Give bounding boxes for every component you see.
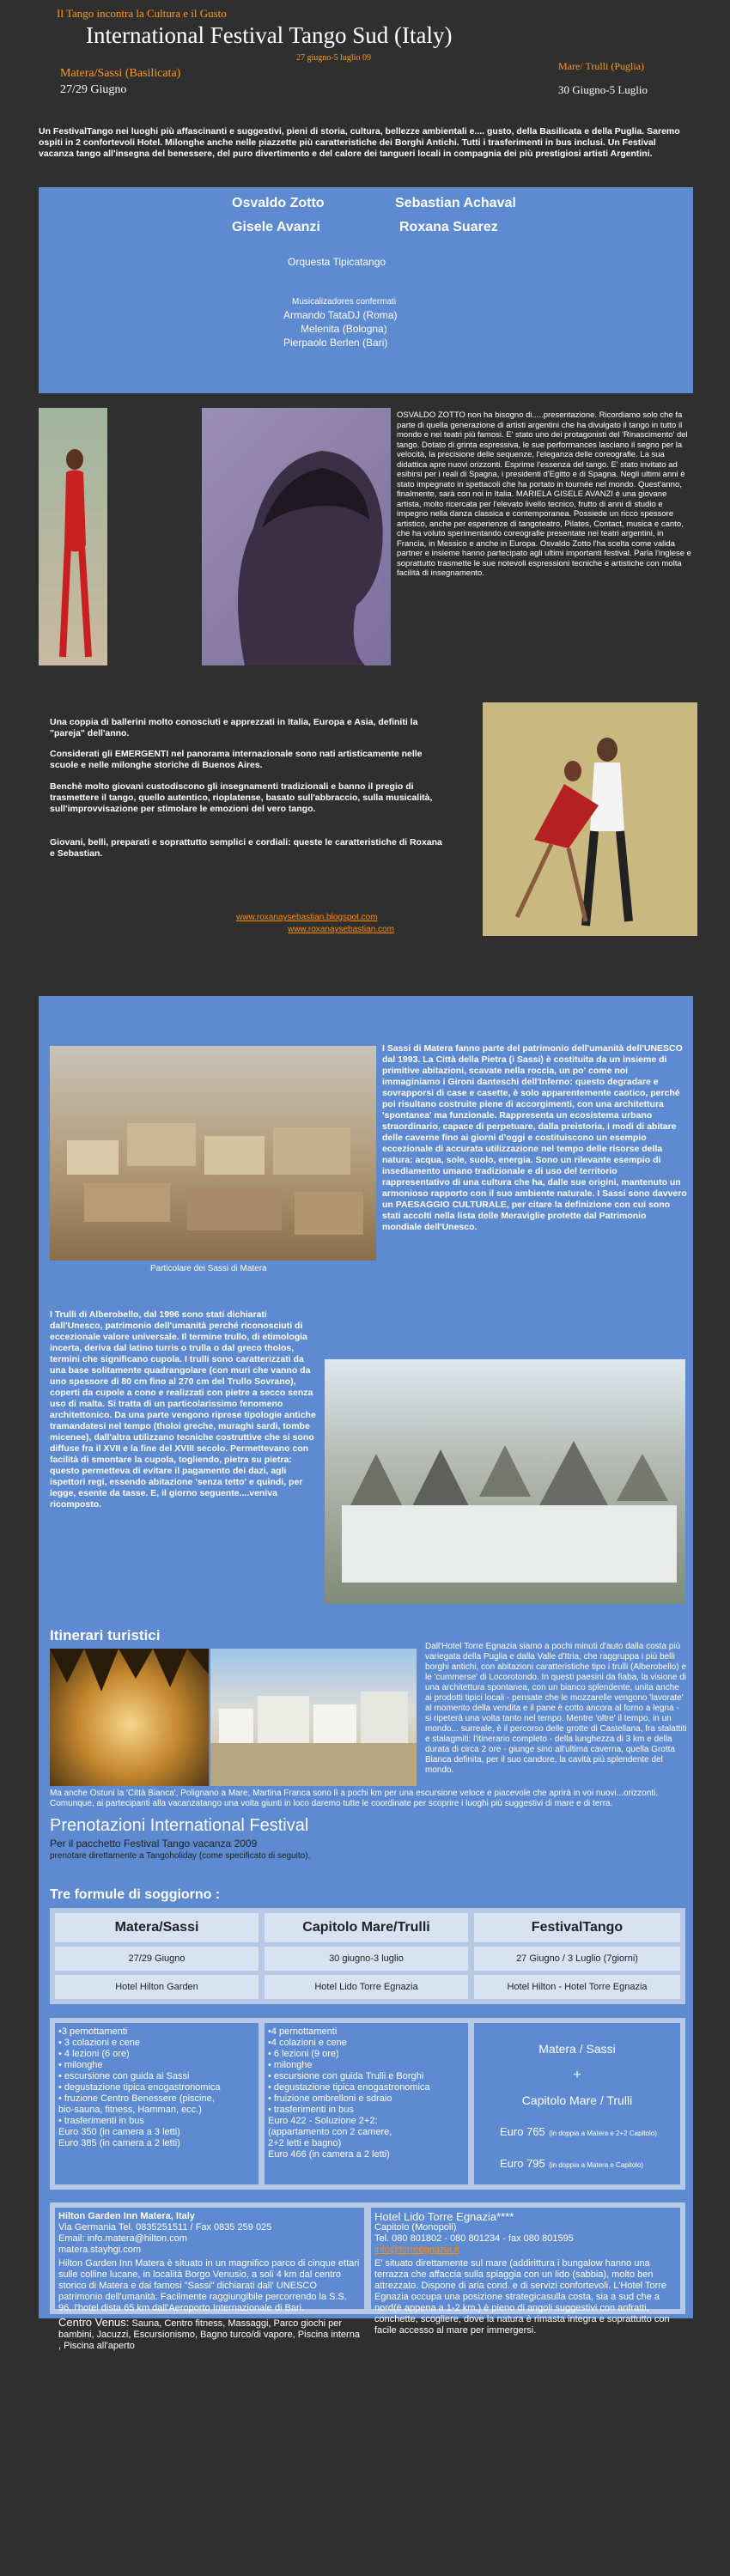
package-2-item-4: • escursione con guida Trulli e Borghi [268, 2071, 424, 2081]
package-3-price-1-note: (in doppia a Matera e 2+2 Capitolo) [549, 2129, 657, 2137]
package-3-title-2: Capitolo Mare / Trulli [521, 2093, 633, 2107]
couple-photo [483, 702, 697, 936]
itinerari-photo-grotte [50, 1649, 209, 1786]
formula-2-dates: 30 giugno-3 luglio [265, 1947, 468, 1971]
left-place: Matera/Sassi (Basilicata) [60, 67, 181, 80]
formula-1-name: Matera/Sassi [55, 1913, 259, 1942]
formula-1-hotel: Hotel Hilton Garden [55, 1975, 259, 1999]
couple-p1: Una coppia di ballerini molto conosciuti e apprezzati in Italia, Europa e Asia, definiti la "pareja" dell'anno. [50, 717, 418, 738]
zotto-text: OSVALDO ZOTTO non ha bisogno di.....presentazione. Ricordiamo solo che fa parte di quella generazione di artisti argentini che ha divulgato il tango in tutto il mondo e nei teatri più famosi. E' stato uno dei protagonisti del 'Rinascimento' del tango. Dotato di grinta espressiva, le sue performances lasciano il segno per la velocità, la precisione delle sequenze, l'eleganza delle coreografie. La sua didattica apre nuovi orizzonti. Esprime l'essenza del tango. E' stato invitato ad esibirsi per i reali di Spagna, i presidenti d'Egitto e di Spagna. Negli ultimi anni è stato impegnato in spettacoli che ha portato in tournée nel mondo. Quest'anno, finalmente, sarà con noi in Italia. MARIELA GISELE AVANZI è una giovane artista, molto ricercata per l'elevato livello tecnico, frutto di anni di studio e impegno nella danza classica e contemporanea. Possiede un ricco spessore artistico, anche per esperienze di tangoteatro, Pilates, Contact, musica e canto, che ha voluto sperimentando coreografie presentate nei teatri argentini, in Francia, in Messico e anche in Europa. Osvaldo Zotto l'ha scelta come valida partner e insieme hanno partecipato agli ultimi importanti festival. Parla l'inglese e soprattutto trasmette le sue notevoli espressioni tecniche e artistiche con molta facilità di insegnamento. [397, 410, 691, 578]
prenotazioni-subtitle: Per il pacchetto Festival Tango vacanza 2009 [50, 1838, 258, 1850]
package-1-item-5: • degustazione tipica enogastronomica [58, 2082, 221, 2093]
itinerari-title: Itinerari turistici [50, 1627, 161, 1643]
package-2-item-7: • trasferimenti in bus [268, 2105, 354, 2115]
couple-p4: Giovani, belli, preparati e soprattutto semplici e cordiali: queste le caratteristiche di Roxana e Sebastian. [50, 837, 442, 859]
hotel-torre-addr2: Tel. 080 801802 - 080 801234 - fax 080 801595 [374, 2233, 574, 2244]
package-2-item-1: •4 colazioni e cene [268, 2038, 347, 2048]
package-1-item-3: • milonghe [58, 2060, 103, 2070]
package-2-item-3: • milonghe [268, 2060, 313, 2070]
matera-caption: Particolare dei Sassi di Matera [150, 1264, 267, 1273]
hotel-hilton-email[interactable]: Email: info.matera@hilton.com [58, 2233, 187, 2244]
tagline: Il Tango incontra la Cultura e il Gusto [57, 7, 227, 20]
left-date: 27/29 Giugno [60, 83, 127, 96]
packages-row [50, 2018, 685, 2190]
hotel-torre-desc: E' situato direttamente sul mare (addirittura i bungalow hanno una terrazza che affaccia sulla spiaggia con un lido (sabbia), molto ben attrezzato. Dispone di aria cond. e di servizi confortevoli. L'Hotel Torre Egnazia occupa una posizione strategicasulla costa, sia a sud che a nord(è appena a 1-2 km.) è pieno di angoli suggestivi con anfratti, conchette, scogliere, dove la natura è rimasta integra e soprattutto con facile accesso al mare per immergersi. [374, 2258, 670, 2336]
package-3-price-1-amount: Euro 765 [500, 2125, 545, 2138]
artist-gisele: Gisele Avanzi [232, 220, 320, 234]
couple-link-2[interactable]: www.roxanaysebastian.com [288, 925, 394, 934]
header [0, 0, 730, 120]
package-2-price-1: Euro 422 - Soluzione 2+2: [268, 2116, 378, 2126]
package-2-price-2: Euro 466 (in camera a 2 letti) [268, 2149, 390, 2160]
package-3-plus: + [573, 2068, 581, 2082]
package-2-price-1-note-b: 2+2 letti e bagno) [268, 2138, 342, 2148]
hotel-hilton-addr: Via Germania Tel. 0835251511 / Fax 0835 259 025 [58, 2222, 272, 2233]
formula-3-hotel: Hotel Hilton - Hotel Torre Egnazia [474, 1975, 680, 1999]
hotel-torre-email[interactable]: info@torreegnazia.it [374, 2245, 459, 2255]
package-2-item-2: • 6 lezioni (9 ore) [268, 2049, 339, 2059]
package-1-item-0: •3 pernottamenti [58, 2026, 128, 2037]
package-2-item-5: • degustazione tipica enogastronomica [268, 2082, 430, 2093]
artist-sebastian: Sebastian Achaval [395, 196, 516, 210]
ostuni-town [210, 1649, 417, 1786]
right-place: Mare/ Trulli (Puglia) [558, 60, 645, 72]
dancer-figure [39, 408, 107, 665]
formula-3-name: FestivalTango [474, 1913, 680, 1942]
formula-2-hotel: Hotel Lido Torre Egnazia [265, 1975, 468, 1999]
trulli-photo [325, 1359, 685, 1604]
trulli-cones [325, 1359, 685, 1604]
hotel-hilton-web[interactable]: matera.stayhgi.com [58, 2245, 141, 2255]
package-1-price-1: Euro 350 (in camera a 3 letti) [58, 2127, 180, 2137]
page-title: International Festival Tango Sud (Italy) [86, 22, 453, 48]
dj-1: Armando TataDJ (Roma) [283, 309, 398, 321]
right-date: 30 Giugno-5 Luglio [558, 83, 648, 96]
package-3-price-1 [500, 2124, 672, 2140]
couple-link-1[interactable]: www.roxanaysebastian.blogspot.com [236, 913, 378, 922]
package-3-price-2-note: (in doppia a Matera e Capitolo) [549, 2161, 644, 2169]
prenotazioni-title: Prenotazioni International Festival [50, 1816, 309, 1835]
hotel-hilton-desc: Hilton Garden Inn Matera è situato in un magnifico parco di cinque ettari sulle colline lucane, in località Borgo Venusio, a soli 4 km dal centro storico di Matera e dai famosi "Sassi" dichiarati dall' UNESCO patrimonio dell'umanità. Facilmente raggiungibile percorrendo la S.S. 96, l'hotel dista 65 km dall'Aeroporto Internazionale di Bari. [58, 2258, 360, 2313]
festival-dates: 27 giugno-5 luglio 09 [296, 53, 371, 63]
package-3-price-2-amount: Euro 795 [500, 2157, 545, 2170]
package-1 [55, 2023, 259, 2184]
package-1-item-1: • 3 colazioni e cene [58, 2038, 140, 2048]
hotel-hilton [55, 2208, 364, 2351]
package-1-item-2: • 4 lezioni (6 ore) [58, 2049, 130, 2059]
hotel-hilton-centro-label: Centro Venus: [58, 2316, 130, 2329]
formula-3-dates: 27 Giugno / 3 Luglio (7giorni) [474, 1947, 680, 1971]
matera-houses [50, 1046, 376, 1261]
formule-table [50, 1908, 685, 2004]
matera-photo [50, 1046, 376, 1261]
package-2-item-6: • fruizione ombrelloni e sdraio [268, 2093, 392, 2104]
package-2-item-0: •4 pernottamenti [268, 2026, 338, 2037]
dj-3: Pierpaolo Berlen (Bari) [283, 337, 388, 349]
hotel-hilton-centro [58, 2317, 361, 2352]
package-3-title-1: Matera / Sassi [538, 2042, 616, 2056]
hotels-row [50, 2202, 685, 2351]
package-2 [265, 2023, 468, 2184]
artist-osvaldo: Osvaldo Zotto [232, 196, 325, 210]
musicalizadores-label: Musicalizadores confermati [292, 297, 397, 307]
grotte-stalactites [50, 1649, 209, 1786]
hotel-torre-name: Hotel Lido Torre Egnazia**** [374, 2210, 514, 2223]
artists-panel [39, 187, 693, 393]
dancer-photo [39, 408, 107, 665]
package-3 [474, 2023, 680, 2184]
package-1-price-2: Euro 385 (in camera a 2 letti) [58, 2138, 180, 2148]
trulli-text: I Trulli di Alberobello, dal 1996 sono stati dichiarati dall'Unesco, patrimonio dell'umanità perché riconosciuti di eccezionale valore universale. Il termine trullo, di etimologia incerta, deriva dal latino turris o trulla o dal greco tholos, termini che significano cupola. I trulli sono caratterizzati da una base solitamente quadrangolare (con muri che vanno da uno spessore di 80 cm fino al 270 cm del Trullo Sovrano), coperti da cupole a cono e realizzati con pietre a secco senza uso di malta. Si tratta di un particolarissimo fenomeno architettonico. Da una parte vengono riprese tipologie antiche tramandatesi nel tempo (tholoi greche, muraghi sardi, tombe micenee), dall'altra utilizzano tecniche costruttive che si sono diffuse fra il XVII e la fine del XVIII secolo. Permettevano con facilità di smontare la cupola, togliendo, pietra su pietra: questo permetteva di evitare il pagamento dei dazi, agli ispettori regi, essendo abitazione 'senza tetto' e quindi, per legge, esente da tasse. E, il giorno seguente....veniva ricomposto. [50, 1309, 316, 1510]
artist-roxana: Roxana Suarez [399, 220, 498, 234]
hotel-hilton-centro-text: Sauna, Centro fitness, Massaggi, Parco giochi per bambini, Jacuzzi, Escursionismo, Bagno turco/di vapore, Piscina interna , Piscina all'aperto [58, 2318, 360, 2351]
prenotazioni-note: prenotare direttamente a Tangoholiday (come specificato di seguito). [50, 1851, 311, 1861]
formula-2-name: Capitolo Mare/Trulli [265, 1913, 468, 1942]
package-1-item-6: • fruzione Centro Benessere (piscine, [58, 2093, 215, 2104]
package-1-item-8: • trasferimenti in bus [58, 2116, 144, 2126]
couple-p2: Considerati gli EMERGENTI nel panorama internazionale sono nati artisticamente nelle scuole e nelle milonghe storiche di Buenos Aires. [50, 749, 423, 770]
couple-p3: Benchè molto giovani custodiscono gli insegnamenti tradizionali e banno il pregio di trasmettere il tango, quello autentico, rioplatense, basato sull'abbraccio, sulla musicalità, sull'improvvisazione per stimolare le emozioni del vero tango. [50, 781, 433, 814]
package-1-item-7: bio-sauna, fitness, Hamman, ecc.) [58, 2105, 202, 2115]
hotel-torre-addr1: Capitolo (Monopoli) [374, 2222, 457, 2233]
itinerari-text: Dall'Hotel Torre Egnazia siamo a pochi minuti d'auto dalla costa più variegata della Puglia e dalla Valle d'Itria, che raggruppa i più belli borghi antichi, con abitazioni caratteristiche tipo i trulli (Alberobello) e le 'cummerse' di Locorotondo. In questi paesini da fiaba, la visione di una architettura spontanea, con un bianco splendente, unita anche ai prodotti tipici locali - pensate che le mozzarelle vengono 'lavorate' al momento della vendita e il pane è cotto ancora al forno a legna - si ripeterà una volta tanto nel tempo. Mentre 'oltre' il tempo, in un mondo... surreale, è il percorso delle grotte di Castellana, fra stalattiti e stalagmiti: l'itinerario completo - della lunghezza di 3 km e della durata di circa 2 ore - giunge sino all'ultima caverna, quella Grotta Bianca definita, per il suo candore, la cavità più splendente del mondo. [425, 1642, 687, 1775]
hotel-hilton-name: Hilton Garden Inn Matera, Italy [58, 2211, 195, 2221]
intro-text: Un FestivalTango nei luoghi più affascinanti e suggestivi, pieni di storia, cultura, bellezze ambientali e.... gusto, della Basilicata e della Puglia. Saremo ospiti in 2 confortevoli Hotel. Milonghe anche nelle piazzette più caratteristiche dei Borghi Antichi. Tutti i trasferimenti in bus inclusi. Un Festival vacanza tango all'insegna del benessere, del puro divertimento e del calore dei tangueri locali in compagnia dei più prestigiosi artisti Argentini. [39, 126, 680, 159]
portrait-silhouette [202, 408, 391, 665]
hotel-torre [371, 2208, 680, 2336]
itinerari-full-text: Ma anche Ostuni la 'Città Bianca', Polignano a Mare, Martina Franca sono lì a pochi km per una escursione veloce e piacevole che aprirà in voi nuovi...orizzonti. Comunque, ai partecipanti alla vacanzatango una volta giunti in loco daremo tutte le coordinate per scoprire i luoghi più suggestivi di mare e di terra. [50, 1789, 659, 1808]
package-2-price-1-note-a: (appartamento con 2 camere, [268, 2127, 392, 2137]
couple-figure [483, 702, 697, 936]
package-3-price-2 [500, 2156, 672, 2172]
formula-1-dates: 27/29 Giugno [55, 1947, 259, 1971]
package-1-item-4: • escursione con guida ai Sassi [58, 2071, 190, 2081]
formule-title: Tre formule di soggiorno : [50, 1887, 221, 1902]
matera-text: I Sassi di Matera fanno parte del patrimonio dell'umanità dell'UNESCO dal 1993. La Città della Pietra (i Sassi) è costituita da un insieme di primitive abitazioni, scavate nella roccia, un po' come noi immaginiamo i Gironi danteschi dell'Inferno: questo degradare e sovrapporsi di case e casette, è solo apparentemente caotico, perché poi risultano costruite piene di accorgimenti, con una architettura 'spontanea' ma funzionale. Rappresenta un ecosistema urbano straordinario, capace di perpetuare, dalla preistoria, i modi di abitare delle caverne fino ai giorni d'oggi e costituiscono un esempio eccezionale di accurata utilizzazione nel tempo delle risorse della natura: acqua, sole, suolo, energia. Sono un rilevante esempio di insediamento umano tradizionale e di uso del territorio rappresentativo di una cultura che ha, dalle sue origini, mantenuto un armonioso rapporto con il suo ambiente naturale. I Sassi sono davvero un PAESAGGIO CULTURALE, per citare la definizione con cui sono stati accolti nella lista delle Meraviglie protette dal Patrimonio mondiale dell'Unesco. [382, 1043, 687, 1232]
dj-2: Melenita (Bologna) [301, 323, 387, 335]
itinerari-photo-ostuni [210, 1649, 417, 1786]
zotto-portrait [202, 408, 391, 665]
orchestra: Orquesta Tipicatango [288, 256, 386, 268]
